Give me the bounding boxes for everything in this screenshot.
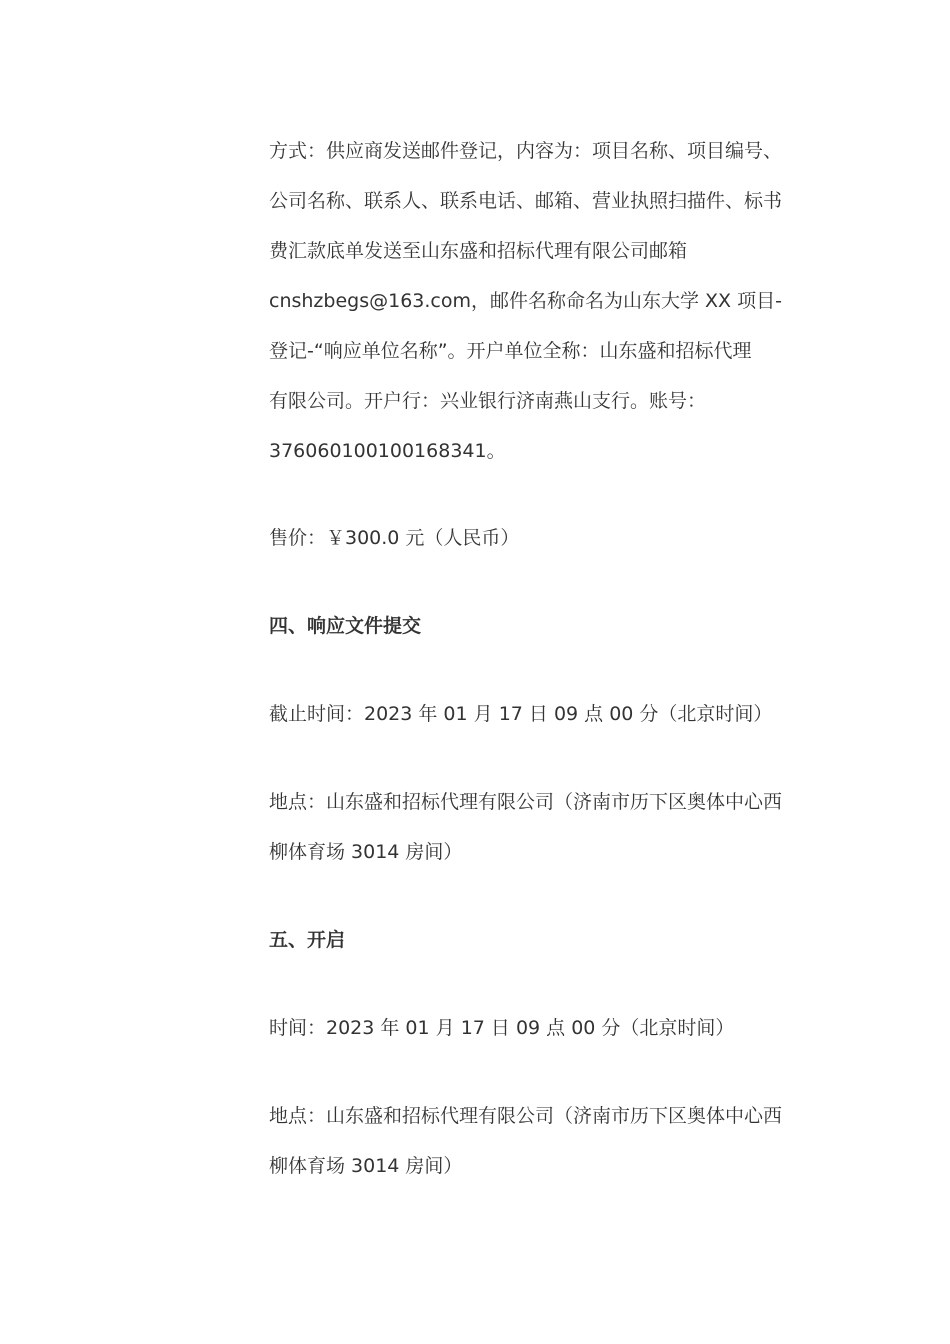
section5-heading-text: 五、开启 [269,929,346,951]
submission-deadline [269,689,772,739]
section4-heading [269,601,421,651]
section5-heading [269,915,345,965]
registration-line: 有限公司。开户行：兴业银行济南燕山支行。账号： [269,390,707,412]
price-value: 售价：￥300.0 元（人民币） [269,527,520,549]
opening-location-line: 地点：山东盛和招标代理有限公司（济南市历下区奥体中心西 [269,1105,783,1127]
submission-location-line: 柳体育场 3014 房间） [269,841,463,863]
registration-line: 公司名称、联系人、联系电话、邮箱、营业执照扫描件、标书 [269,190,783,212]
opening-location [269,1091,782,1191]
registration-line: 方式：供应商发送邮件登记，内容为：项目名称、项目编号、 [269,140,783,162]
submission-deadline-text: 截止时间：2023 年 01 月 17 日 09 点 00 分（北京时间） [269,703,773,725]
registration-line: 376060100100168341。 [269,440,506,462]
submission-location [269,777,782,877]
opening-time [269,1003,734,1053]
registration-paragraph [269,126,782,476]
price-text [269,513,519,563]
registration-line: 登记-“响应单位名称”。开户单位全称：山东盛和招标代理 [269,340,752,362]
opening-location-line: 柳体育场 3014 房间） [269,1155,463,1177]
submission-location-line: 地点：山东盛和招标代理有限公司（济南市历下区奥体中心西 [269,791,783,813]
section4-heading-text: 四、响应文件提交 [269,615,422,637]
registration-line: cnshzbegs@163.com，邮件名称命名为山东大学 XX 项目- [269,290,782,312]
registration-line: 费汇款底单发送至山东盛和招标代理有限公司邮箱 [269,240,688,262]
opening-time-text: 时间：2023 年 01 月 17 日 09 点 00 分（北京时间） [269,1017,735,1039]
